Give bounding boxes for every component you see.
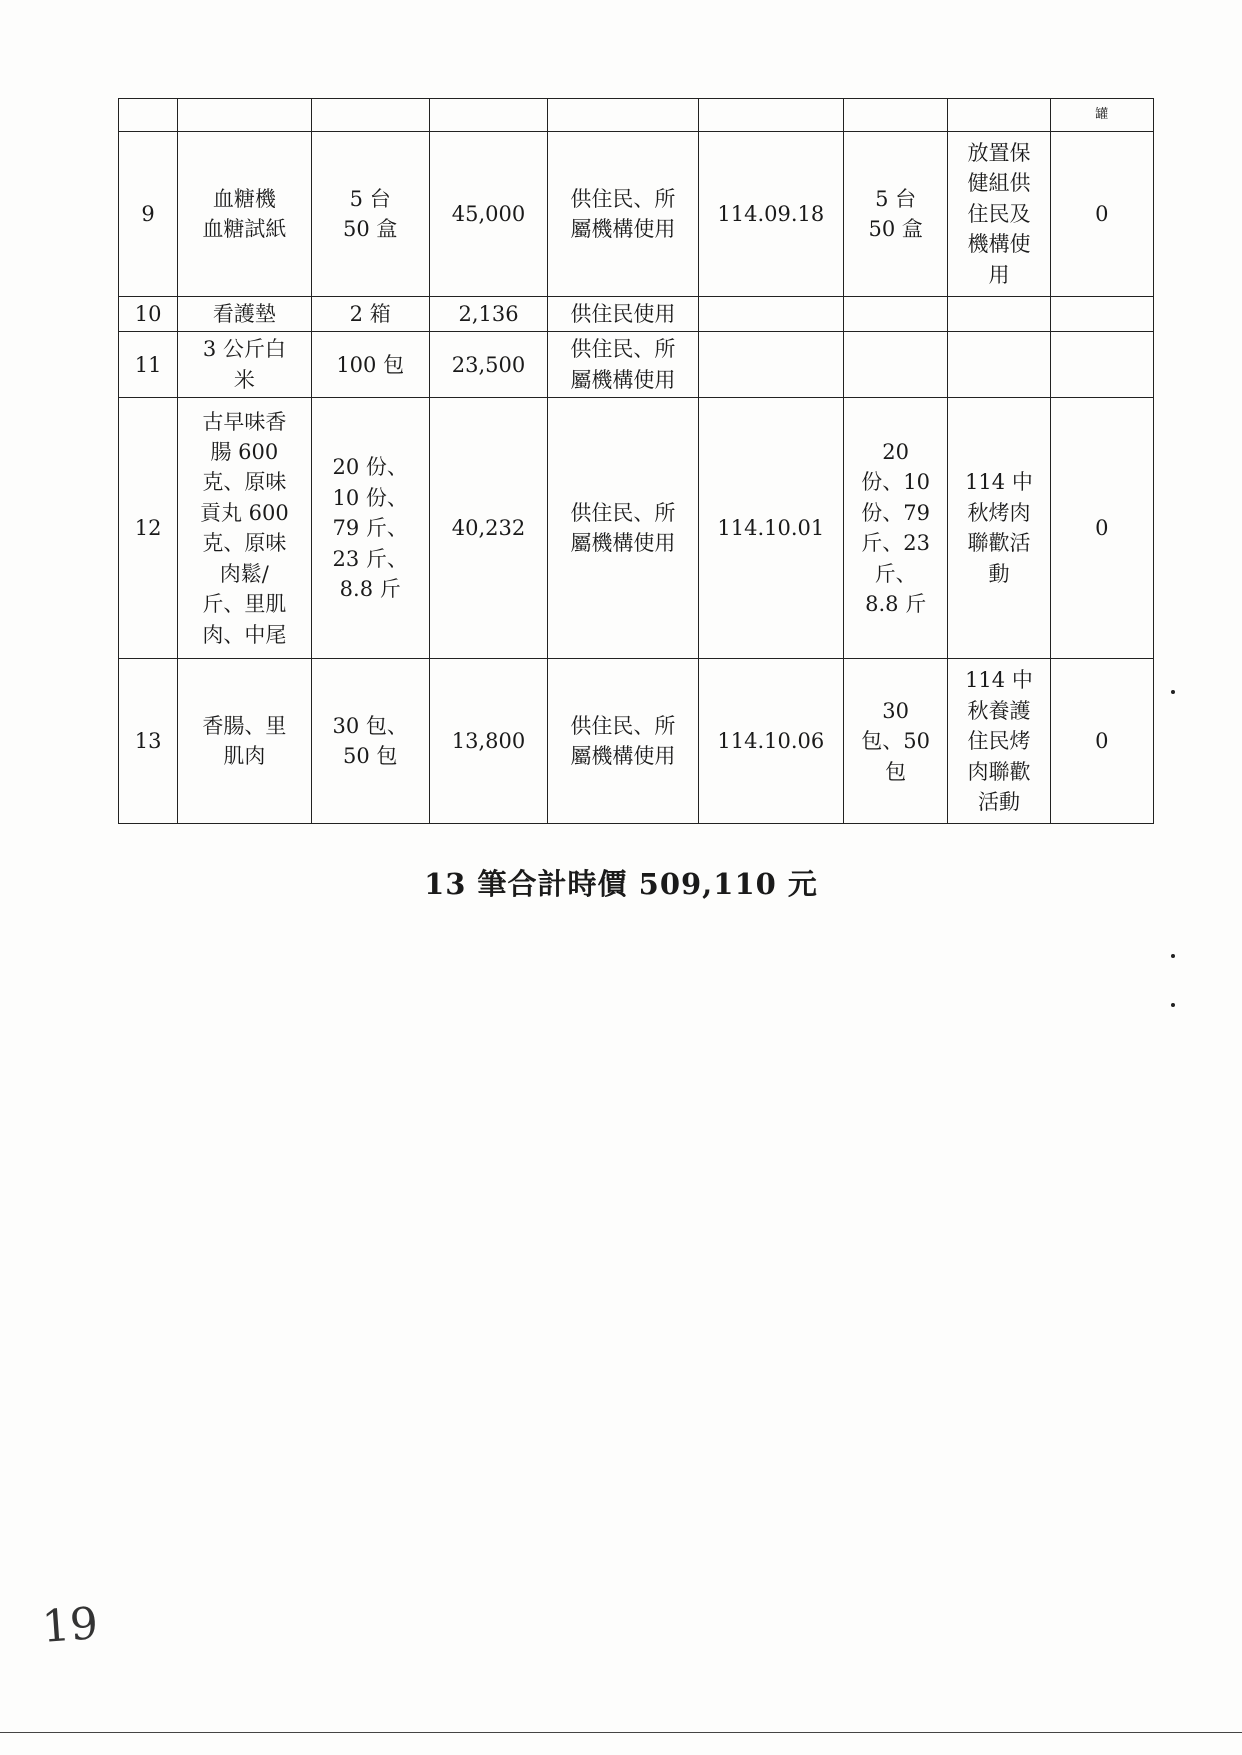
table-row bbox=[119, 132, 1154, 297]
quantity: 20 份、 10 份、 79 斤、 23 斤、 8.8 斤 bbox=[311, 398, 429, 659]
item-name: 香腸、里 肌肉 bbox=[178, 659, 311, 824]
used-quantity: 20 份、10 份、79 斤、23 斤、 8.8 斤 bbox=[844, 398, 948, 659]
purpose: 供住民、所 屬機構使用 bbox=[548, 332, 698, 398]
date bbox=[698, 297, 843, 332]
table-row bbox=[119, 659, 1154, 824]
scan-speck bbox=[1171, 690, 1175, 694]
quantity: 5 台 50 盒 bbox=[311, 132, 429, 297]
table-row bbox=[119, 297, 1154, 332]
value: 23,500 bbox=[429, 332, 547, 398]
bottom-divider bbox=[0, 1732, 1242, 1733]
date: 114.09.18 bbox=[698, 132, 843, 297]
quantity: 30 包、 50 包 bbox=[311, 659, 429, 824]
quantity: 100 包 bbox=[311, 332, 429, 398]
used-quantity: 30 包、50 包 bbox=[844, 659, 948, 824]
remaining: 0 bbox=[1050, 398, 1153, 659]
note: 114 中 秋烤肉 聯歡活 動 bbox=[948, 398, 1050, 659]
purpose: 供住民使用 bbox=[548, 297, 698, 332]
note: 114 中 秋養護 住民烤 肉聯歡 活動 bbox=[948, 659, 1050, 824]
item-name: 古早味香 腸 600 克、原味 貢丸 600 克、原味 肉鬆/ 斤、里肌 肉、中尾 bbox=[178, 398, 311, 659]
handwritten-page-number: 19 bbox=[40, 1598, 100, 1653]
remaining bbox=[1050, 332, 1153, 398]
used-quantity: 5 台 50 盒 bbox=[844, 132, 948, 297]
row-number: 11 bbox=[119, 332, 178, 398]
donation-table bbox=[118, 98, 1154, 824]
table-row bbox=[119, 99, 1154, 132]
used-quantity bbox=[844, 297, 948, 332]
note: 放置保 健組供 住民及 機構使 用 bbox=[948, 132, 1050, 297]
scan-speck bbox=[1171, 954, 1175, 958]
remaining: 0 bbox=[1050, 132, 1153, 297]
purpose: 供住民、所 屬機構使用 bbox=[548, 398, 698, 659]
table-row bbox=[119, 332, 1154, 398]
used-quantity bbox=[844, 332, 948, 398]
row-number: 10 bbox=[119, 297, 178, 332]
note bbox=[948, 332, 1050, 398]
row-number: 9 bbox=[119, 132, 178, 297]
row-number: 13 bbox=[119, 659, 178, 824]
item-name: 看護墊 bbox=[178, 297, 311, 332]
scan-speck bbox=[1171, 1003, 1175, 1007]
quantity: 2 箱 bbox=[311, 297, 429, 332]
value: 45,000 bbox=[429, 132, 547, 297]
row-number: 12 bbox=[119, 398, 178, 659]
purpose: 供住民、所 屬機構使用 bbox=[548, 132, 698, 297]
item-name: 3 公斤白 米 bbox=[178, 332, 311, 398]
value: 13,800 bbox=[429, 659, 547, 824]
item-name: 血糖機 血糖試紙 bbox=[178, 132, 311, 297]
note bbox=[948, 297, 1050, 332]
value: 2,136 bbox=[429, 297, 547, 332]
date bbox=[698, 332, 843, 398]
remaining bbox=[1050, 297, 1153, 332]
value: 40,232 bbox=[429, 398, 547, 659]
date: 114.10.01 bbox=[698, 398, 843, 659]
date: 114.10.06 bbox=[698, 659, 843, 824]
unit-cell: 罐 bbox=[1050, 99, 1153, 132]
table-row bbox=[119, 398, 1154, 659]
remaining: 0 bbox=[1050, 659, 1153, 824]
total-summary: 13 筆合計時價 509,110 元 bbox=[424, 867, 818, 901]
purpose: 供住民、所 屬機構使用 bbox=[548, 659, 698, 824]
